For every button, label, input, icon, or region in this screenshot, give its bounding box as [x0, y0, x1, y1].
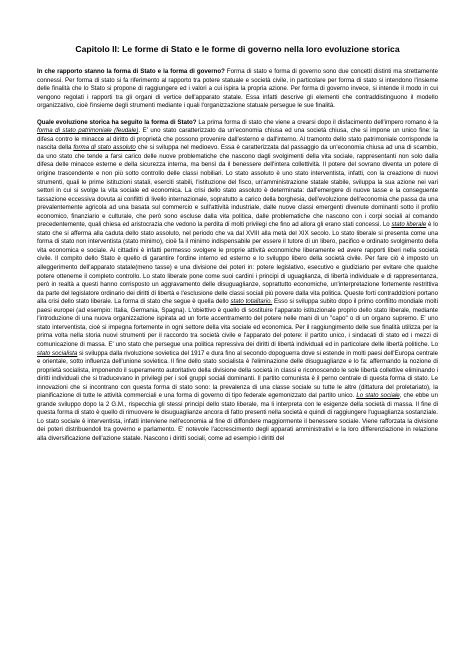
term-liberal-state: stato liberale [391, 221, 427, 229]
term-totalitarian-state: stato totalitario. [230, 298, 273, 306]
paragraph-historical-evolution [37, 119, 438, 444]
question-heading: In che rapporto stanno la forma di Stato e la forma di governo? [37, 68, 225, 75]
term-social-state: Lo stato sociale [356, 392, 400, 400]
paragraph-text: si sviluppa dalla rivoluzione sovietica del 1917 e dura fino al secondo dopoguerra dove si estende in molti paesi dell'Europa centrale e orientale, sotto influenza dell'unione sovietica. Il fine dello stato socialista è l'eliminazione delle disuguaglianze e lo fa: affermando la nozione di proprietà socialista, imponendo il superamento autoritativo della divisione della società in classi e riconoscendo le sole libertà collettive eliminando i diritti individuali che si traducevano in privilegi per i soli gruppi sociali dominanti. Il partito comunista è il perno centrale di questa forma di stato. Le innovazioni che si incontrano con questa forma di stato sono: la prevalenza di una classe sociale su tutte le altre (dittatura del proletariato), la pianificazione di tutte le attività commerciali e una forma di governo di tipo federale egemonizzato dal partito unico. [37, 349, 438, 400]
question-heading: Quale evoluzione storica ha seguito la forma di Stato? [37, 118, 197, 126]
chapter-title: Capitolo II: Le forme di Stato e le forme di governo nella loro evoluzione storica [75, 44, 400, 54]
term-socialist-state: stato socialista [37, 349, 78, 357]
term-absolute-state: forma di stato assoluto [73, 144, 136, 152]
paragraph-text: , che ebbe un grande sviluppo dopo la 2 G.M., rispecchia gli stessi principi dello stato liberale, ma li interpreta con le esigenze della società di massa. Il fine di questa forma di stato è quello di rimuovere le disuguaglianze ancora di fatto presenti nella società e quindi di raggiungere l'uguaglianza sostanziale. Lo stato sociale è interventista, infatti interviene nell'economia al fine di diffondere maggiormente il benessere sociale. Viene rafforzata la divisione dei poteri distribuendoli tra governo e parlamento. E' notevole l'accrescimento degli apparati amministrativi e la loro differenziazione in relazione alla diversificazione dell'azione statale. Nascono i diritti sociali, come ad esempio i diritti del [37, 392, 438, 442]
paragraph-text: Esso si sviluppa subito dopo il primo conflitto mondiale molti paesi europei (ad esempio: Italia, Germania, Spagna). L'obiettivo è quello di sostituire l'apparato istituzionale proprio dello stato liberale, mediante l'introduzione di una nuova organizzazione ispirata ad un forte accentramento del potere nelle mani di un "capo" o di un organo supremo. E' uno stato interventista, cioè si impegna fortemente in ogni settore della vita sociale ed economica. Per il raggiungimento delle sue finalità utilizza per la prima volta nella storia nuovi strumenti per il raccordo tra società civile e l'apparato del potere: il partito unico, i sindacati di stato ed i mezzi di comunicazione di massa. E' uno stato che persegue una politica repressiva dei diritti di libertà individuali ed in particolare delle libertà politiche. Lo [37, 298, 438, 348]
paragraph-text: è lo stato che si afferma alla caduta dello stato assoluto, nel periodo che va dal XVIII alla metà del XIX secolo. Lo stato liberale si presenta come una forma di stato non interventista (stato minimo), cioè fa il minimo indispensabile per essere il tutore di un libero, pacifico e ordinato svolgimento della vita economica e sociale. Ai cittadini è infatti permesso svolgere le proprie attività economiche liberamente ed avere rapporti liberi nella società civile. Il compito dello Stato è quello di garantire l'ordine interno ed esterno e lo sviluppo libero della società civile. Per fare ciò è imposto un alleggerimento dell'apparato statale(meno tasse) e una divisione dei poteri in: potere legislativo, esecutivo e giudiziario per evitare che qualche potere otteneme il completo controllo. Lo stato liberale pone come suoi cardini i principi di uguaglianza, di libertà individuale e di rappresentanza, però in realtà a questi hanno corrisposto un aggravamento delle disuguaglianze, soprattutto economiche, un'interpretazione fortemente restrittiva da parte del legislatore ordinario dei diritti di libertà e l'esclusione delle classi sociali più povere dalla vita politica. Queste forti contraddizioni portano alla crisi dello stato liberale. La forma di stato che segue è quella dello [37, 221, 438, 306]
term-patrimonial-state: forma di stato patrimoniale (feudale) [37, 127, 139, 135]
paragraph-text: . E' uno stato caratterizzato da un'economia chiusa ed una società chiusa, che si impone un unico fine: la difesa contro le minacce al diritto di proprietà che possono provenire dall'esterno e dall'interno. Al tramonto dello stato patrimoniale corrisponde la nascita della [37, 127, 438, 152]
paragraph-state-vs-government [37, 68, 438, 111]
paragraph-text: La prima forma di stato che viene a crearsi dopo il disfacimento dell'impero romano è la [196, 118, 438, 126]
paragraph-text: che si sviluppa nel medioevo. Essa è caratterizzata dal passaggio da un'economia chiusa ad una di scambio, da uno stato che tende a farsi carico delle nuove problematiche che nascono dagli svolgimenti della vita sociale, rappresentanti non solo dalla difesa delle minacce esterne e della sicurezza interna, ma bensì da il benessere dell'intera collettività. Il potere del sovrano diventa un potere di origine trascendente e non più sotto controllo delle classi nobiliari. Lo stato assoluto è uno stato interventista, infatti, con la creazione di nuovi strumenti, quali le prime istituzioni statali, eserciti stabili, l'istituzione del fisco, un'amministrazione statale stabile, sviluppa la sua azione nei vari settori in cui si svolge la vita sociale ed economica. La crisi dello stato assoluto è determinata: dall'emergere di nuove tasse e la conseguente tassazione eccessiva dovuta ai conflitti di livello internazionale, sopratutto a carico della borghesia, dell'evoluzione dell'economia che passa da una prevalentemente agricola ad una basata sul commercio e sull'attività industriale, dalle nuove classi emergenti divenute dominanti sotto il profilo economico, finanziario e culturale, che però sono escluse dalla vita politica, dalle problematiche che nascono con i corpi sociali al comando precedentemente, quali chiesa ed aristocrazia che vedono la perdita di molti privilegi che fino ad allora gli erano stati concessi. Lo [37, 144, 439, 229]
paragraph-text: Forma di stato e forma di governo sono due concetti distinti ma strettamente connessi. Per forma di stato si fa riferimento al rapporto tra potere statuale e società civile, in particolare per forma di stato si intendono l'insieme delle finalità che lo Stato si propone di raggiungere ed i valori a cui ispira la propria azione. Per forma di governo invece, si intende il modo in cui vengono regolati i rapporti tra gli organi di vertice dell'apparato statale. Essa infatti descrive gli elementi che contraddistinguono il modello organizzativo, cioè l'insieme degli strumenti mediante i quali l'organizzazione statuale persegue le sue finalità. [37, 68, 438, 110]
